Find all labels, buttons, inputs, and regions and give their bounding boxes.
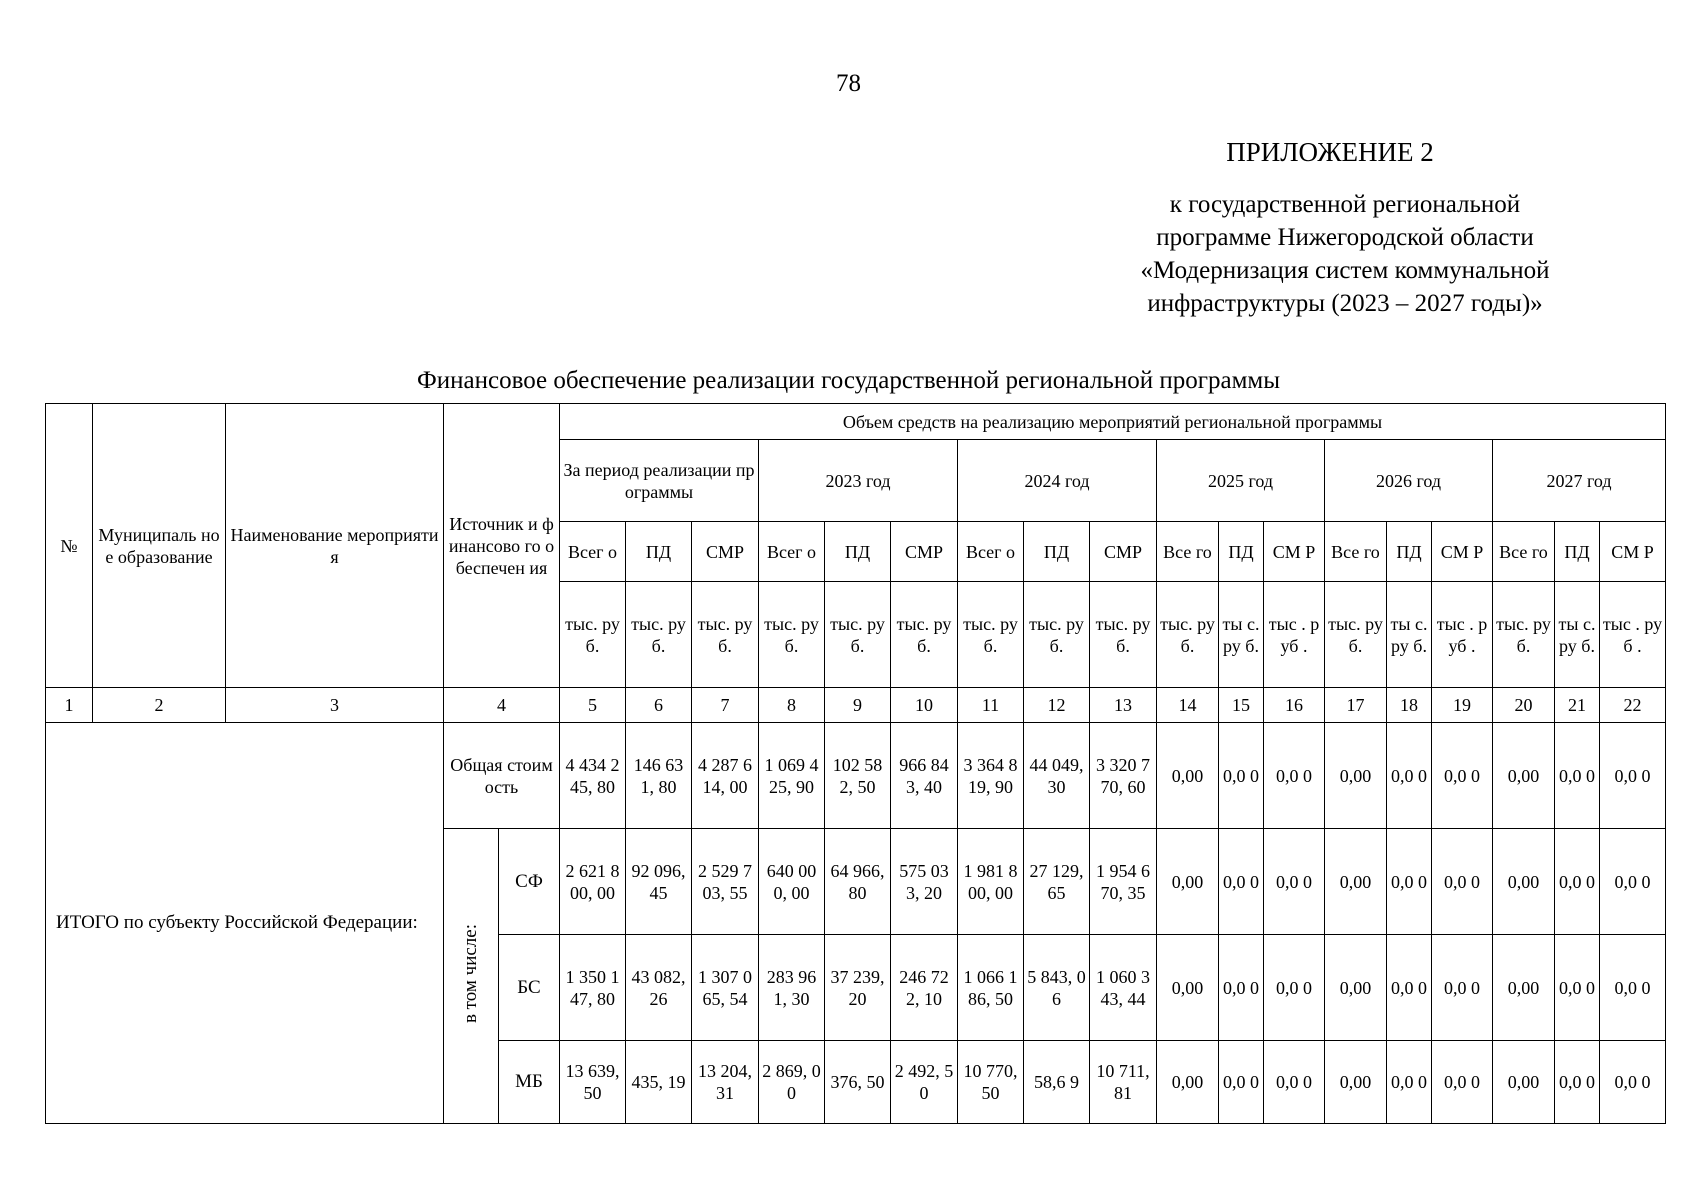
header-period-total: За период реализации программы (560, 440, 759, 522)
value-cell: 146 631, 80 (626, 723, 692, 829)
value-cell: 44 049, 30 (1024, 723, 1090, 829)
column-number: 16 (1264, 688, 1325, 723)
header-vsego: Всег о (958, 522, 1024, 582)
value-cell: 1 350 147, 80 (560, 935, 626, 1041)
column-number: 7 (692, 688, 759, 723)
value-cell: 0,0 0 (1600, 723, 1666, 829)
value-cell: 0,0 0 (1264, 723, 1325, 829)
value-cell: 0,0 0 (1555, 1041, 1600, 1124)
value-cell: 92 096, 45 (626, 829, 692, 935)
value-cell: 4 434 245, 80 (560, 723, 626, 829)
unit-label: тыс. руб. (1157, 582, 1219, 688)
column-number: 11 (958, 688, 1024, 723)
column-number: 22 (1600, 688, 1666, 723)
subtitle-line: программе Нижегородской области (1156, 224, 1534, 251)
value-cell: 2 869, 00 (759, 1041, 825, 1124)
appendix-heading: ПРИЛОЖЕНИЕ 2 (1226, 137, 1434, 167)
value-cell: 4 287 614, 00 (692, 723, 759, 829)
in-that-number-text: в том числе: (460, 923, 481, 1024)
value-cell: 1 060 343, 44 (1090, 935, 1157, 1041)
header-vsego: Всег о (759, 522, 825, 582)
value-cell: 0,0 0 (1600, 935, 1666, 1041)
value-cell: 64 966, 80 (825, 829, 891, 935)
column-number: 19 (1432, 688, 1493, 723)
unit-label: ты с. ру б. (1219, 582, 1264, 688)
unit-label: ты с. ру б. (1387, 582, 1432, 688)
subtitle-line: к государственной региональной (1169, 191, 1521, 218)
header-pd: ПД (626, 522, 692, 582)
value-cell: 0,0 0 (1264, 829, 1325, 935)
value-cell: 0,0 0 (1555, 723, 1600, 829)
value-cell: 0,0 0 (1387, 935, 1432, 1041)
unit-label: ты с. ру б. (1555, 582, 1600, 688)
value-cell: 1 069 425, 90 (759, 723, 825, 829)
value-cell: 3 320 770, 60 (1090, 723, 1157, 829)
header-pd: ПД (1555, 522, 1600, 582)
value-cell: 0,00 (1493, 723, 1555, 829)
value-cell: 37 239, 20 (825, 935, 891, 1041)
column-number: 3 (226, 688, 444, 723)
header-smr: СМ Р (1600, 522, 1666, 582)
value-cell: 283 961, 30 (759, 935, 825, 1041)
value-cell: 3 364 819, 90 (958, 723, 1024, 829)
column-number: 1 (46, 688, 93, 723)
value-cell: 0,0 0 (1264, 1041, 1325, 1124)
header-smr: СМ Р (1432, 522, 1493, 582)
value-cell: 1 307 065, 54 (692, 935, 759, 1041)
page-number: 78 (836, 70, 861, 97)
header-pd: ПД (1219, 522, 1264, 582)
header-vsego: Всег о (560, 522, 626, 582)
value-cell: 0,0 0 (1555, 935, 1600, 1041)
value-cell: 0,0 0 (1219, 829, 1264, 935)
column-number: 14 (1157, 688, 1219, 723)
value-cell: 0,00 (1157, 829, 1219, 935)
column-number: 21 (1555, 688, 1600, 723)
subtitle-line: инфраструктуры (2023 – 2027 годы)» (1147, 290, 1543, 317)
header-volume: Объем средств на реализацию мероприятий региональной программы (560, 404, 1666, 440)
value-cell: 2 492, 50 (891, 1041, 958, 1124)
value-cell: 5 843, 06 (1024, 935, 1090, 1041)
value-cell: 2 621 800, 00 (560, 829, 626, 935)
header-pd: ПД (1024, 522, 1090, 582)
value-cell: 102 582, 50 (825, 723, 891, 829)
value-cell: 0,0 0 (1555, 829, 1600, 935)
unit-label: тыс . руб . (1264, 582, 1325, 688)
column-number: 6 (626, 688, 692, 723)
value-cell: 0,0 0 (1387, 723, 1432, 829)
column-number: 15 (1219, 688, 1264, 723)
header-municipality: Муниципаль ное образование (93, 404, 226, 688)
value-cell: 0,00 (1493, 829, 1555, 935)
unit-label: тыс. руб. (626, 582, 692, 688)
value-cell: 966 843, 40 (891, 723, 958, 829)
unit-label: тыс. руб. (759, 582, 825, 688)
value-cell: 0,00 (1157, 723, 1219, 829)
table-title: Финансовое обеспечение реализации государственной региональной программы (416, 367, 1281, 394)
value-cell: 10 770, 50 (958, 1041, 1024, 1124)
unit-label: тыс. руб. (1024, 582, 1090, 688)
header-period-2027: 2027 год (1493, 440, 1666, 522)
header-smr: СМР (692, 522, 759, 582)
subtitle-line: «Модернизация систем коммунальной (1140, 257, 1550, 284)
source-label: БС (499, 935, 560, 1041)
column-number: 2 (93, 688, 226, 723)
header-num: № (46, 404, 93, 688)
value-cell: 0,0 0 (1219, 723, 1264, 829)
column-number: 10 (891, 688, 958, 723)
column-number: 12 (1024, 688, 1090, 723)
column-number: 17 (1325, 688, 1387, 723)
header-period-2026: 2026 год (1325, 440, 1493, 522)
in-that-number-label (444, 829, 499, 1124)
value-cell: 0,00 (1157, 935, 1219, 1041)
value-cell: 0,00 (1325, 829, 1387, 935)
value-cell: 1 066 186, 50 (958, 935, 1024, 1041)
header-smr: СМР (1090, 522, 1157, 582)
unit-label: тыс. руб. (825, 582, 891, 688)
value-cell: 0,0 0 (1219, 935, 1264, 1041)
header-pd: ПД (825, 522, 891, 582)
source-label: Общая стоимость (444, 723, 560, 829)
source-label: СФ (499, 829, 560, 935)
value-cell: 13 204, 31 (692, 1041, 759, 1124)
header-vsego: Все го (1493, 522, 1555, 582)
value-cell: 0,0 0 (1432, 829, 1493, 935)
column-number: 20 (1493, 688, 1555, 723)
header-period-2024: 2024 год (958, 440, 1157, 522)
value-cell: 0,00 (1325, 723, 1387, 829)
financing-table (45, 403, 1666, 1124)
value-cell: 575 033, 20 (891, 829, 958, 935)
table-row-total-cost (46, 723, 1666, 829)
unit-label: тыс. руб. (958, 582, 1024, 688)
value-cell: 0,0 0 (1264, 935, 1325, 1041)
value-cell: 43 082, 26 (626, 935, 692, 1041)
total-label: ИТОГО по субъекту Российской Федерации: (46, 723, 444, 1124)
value-cell: 0,0 0 (1432, 1041, 1493, 1124)
column-number: 8 (759, 688, 825, 723)
value-cell: 2 529 703, 55 (692, 829, 759, 935)
appendix-subtitle (1110, 188, 1580, 320)
value-cell: 0,00 (1325, 935, 1387, 1041)
source-label: МБ (499, 1041, 560, 1124)
header-period-2023: 2023 год (759, 440, 958, 522)
value-cell: 435, 19 (626, 1041, 692, 1124)
unit-label: тыс . руб . (1600, 582, 1666, 688)
header-period-2025: 2025 год (1157, 440, 1325, 522)
header-source: Источник и финансово го обеспечен ия (444, 404, 560, 688)
column-number: 5 (560, 688, 626, 723)
unit-label: тыс. руб. (692, 582, 759, 688)
unit-label: тыс. руб. (1090, 582, 1157, 688)
value-cell: 1 981 800, 00 (958, 829, 1024, 935)
value-cell: 0,00 (1325, 1041, 1387, 1124)
value-cell: 640 000, 00 (759, 829, 825, 935)
value-cell: 0,0 0 (1432, 723, 1493, 829)
column-number: 4 (444, 688, 560, 723)
header-pd: ПД (1387, 522, 1432, 582)
header-vsego: Все го (1325, 522, 1387, 582)
value-cell: 0,00 (1493, 935, 1555, 1041)
value-cell: 0,0 0 (1387, 829, 1432, 935)
value-cell: 0,0 0 (1432, 935, 1493, 1041)
value-cell: 0,00 (1157, 1041, 1219, 1124)
value-cell: 27 129, 65 (1024, 829, 1090, 935)
header-smr: СМ Р (1264, 522, 1325, 582)
unit-label: тыс . руб . (1432, 582, 1493, 688)
value-cell: 246 722, 10 (891, 935, 958, 1041)
value-cell: 376, 50 (825, 1041, 891, 1124)
value-cell: 0,0 0 (1219, 1041, 1264, 1124)
value-cell: 0,0 0 (1387, 1041, 1432, 1124)
unit-label: тыс. руб. (891, 582, 958, 688)
column-number: 18 (1387, 688, 1432, 723)
value-cell: 0,00 (1493, 1041, 1555, 1124)
column-number: 9 (825, 688, 891, 723)
header-measure-name: Наименование мероприятия (226, 404, 444, 688)
header-vsego: Все го (1157, 522, 1219, 582)
unit-label: тыс. руб. (560, 582, 626, 688)
value-cell: 1 954 670, 35 (1090, 829, 1157, 935)
header-smr: СМР (891, 522, 958, 582)
unit-label: тыс. руб. (1325, 582, 1387, 688)
value-cell: 58,6 9 (1024, 1041, 1090, 1124)
column-number: 13 (1090, 688, 1157, 723)
value-cell: 13 639, 50 (560, 1041, 626, 1124)
value-cell: 0,0 0 (1600, 829, 1666, 935)
value-cell: 0,0 0 (1600, 1041, 1666, 1124)
unit-label: тыс. руб. (1493, 582, 1555, 688)
value-cell: 10 711, 81 (1090, 1041, 1157, 1124)
